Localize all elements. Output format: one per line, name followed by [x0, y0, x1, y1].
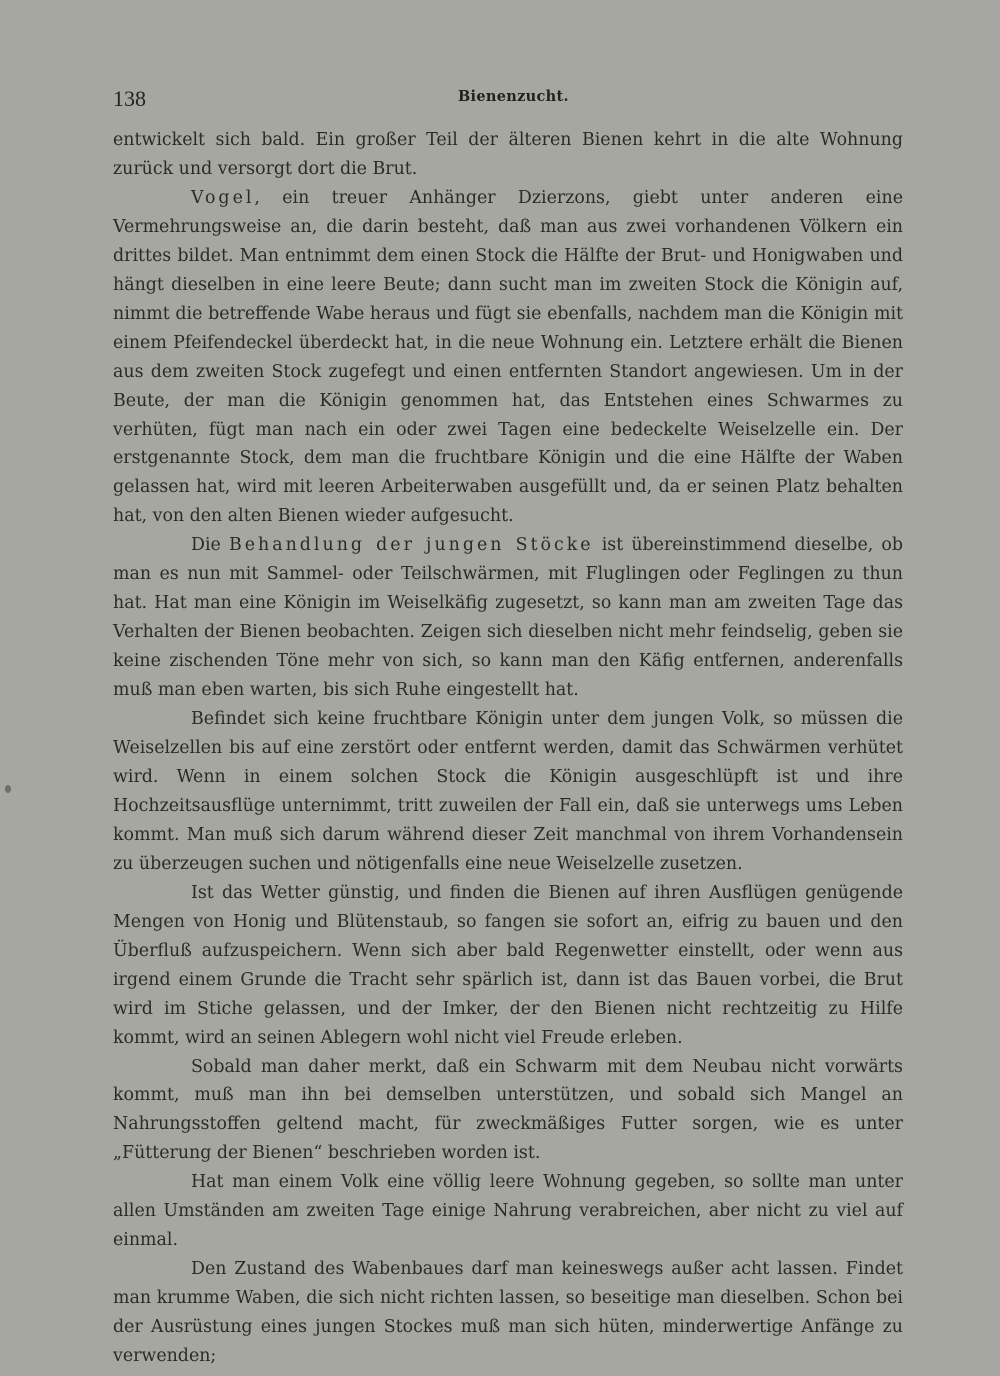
paragraph — [113, 126, 903, 184]
paragraph — [113, 1255, 903, 1371]
emphasized-text: Vogel — [191, 187, 255, 208]
text-run: Ist das Wetter günstig, und finden die Bienen auf ihren Ausflügen genügende Mengen von Honig und Blütenstaub, so fangen sie sofort an, eifrig zu bauen und den Überfluß aufzuspeichern. Wenn sich aber bald Regenwetter einstellt, oder wenn aus irgend einem Grunde die Tracht sehr spärlich ist, dann ist das Bauen vorbei, die Brut wird im Stiche gelassen, und der Imker, der den Bienen nicht rechtzeitig zu Hilfe kommt, wird an seinen Ablegern wohl nicht viel Freude erleben. — [113, 882, 903, 1048]
text-run: , ein treuer Anhänger Dzierzons, giebt unter anderen eine Vermehrungsweise an, die darin besteht, daß man aus zwei vorhandenen Völkern ein drittes bildet. Man entnimmt dem einen Stock die Hälfte der Brut- und Honigwaben und hängt dieselben in eine leere Beute; dann sucht man im zweiten Stock die Königin auf, nimmt die betreffende Wabe heraus und fügt sie ebenfalls, nachdem man die Königin mit einem Pfeifendeckel überdeckt hat, in die neue Wohnung ein. Letztere erhält die Bienen aus dem zweiten Stock zugefegt und einen entfernten Standort angewiesen. Um in der Beute, der man die Königin genommen hat, das Entstehen eines Schwarmes zu verhüten, fügt man nach ein oder zwei Tagen eine bedeckelte Weiselzelle ein. Der erstgenannte Stock, dem man die fruchtbare Königin und die eine Hälfte der Waben gelassen hat, wird mit leeren Arbeiterwaben ausgefüllt und, da er seinen Platz behalten hat, von den alten Bienen wieder aufgesucht. — [113, 187, 903, 527]
paragraph — [113, 1053, 903, 1169]
page-number: 138 — [113, 86, 146, 111]
paragraph — [113, 184, 903, 531]
paper-speck — [5, 785, 11, 793]
text-run: ist übereinstimmend dieselbe, ob man es nun mit Sammel- oder Teilschwärmen, mit Fluglingen oder Feglingen zu thun hat. Hat man eine Königin im Weiselkäfig zugesetzt, so kann man am zweiten Tage das Verhalten der Bienen beobachten. Zeigen sich dieselben nicht mehr feindselig, geben sie keine zischenden Töne mehr von sich, so kann man den Käfig entfernen, anderenfalls muß man eben warten, bis sich Ruhe eingestellt hat. — [113, 535, 904, 701]
text-run: Hat man einem Volk eine völlig leere Wohnung gegeben, so sollte man unter allen Umständen am zweiten Tage einige Nahrung verabreichen, aber nicht zu viel auf einmal. — [113, 1172, 903, 1251]
paragraph — [113, 1168, 903, 1255]
text-run: entwickelt sich bald. Ein großer Teil der älteren Bienen kehrt in die alte Wohnung zurück und versorgt dort die Brut. — [113, 130, 903, 179]
paragraph — [113, 531, 903, 705]
body-text — [113, 126, 903, 1371]
emphasized-text: Behandlung der jungen Stöcke — [228, 535, 594, 556]
running-title: Bienenzucht. — [458, 88, 569, 105]
paragraph — [113, 879, 903, 1053]
text-run: Befindet sich keine fruchtbare Königin unter dem jungen Volk, so müssen die Weiselzellen bis auf eine zerstört oder entfernt werden, damit das Schwärmen verhütet wird. Wenn in einem solchen Stock die Königin ausgeschlüpft ist und ihre Hochzeitsausflüge unternimmt, tritt zuweilen der Fall ein, daß sie unterwegs ums Leben kommt. Man muß sich darum während dieser Zeit manchmal von ihrem Vorhandensein zu überzeugen suchen und nötigenfalls eine neue Weiselzelle zusetzen. — [113, 709, 903, 874]
text-run: Die — [191, 535, 229, 556]
page-header — [113, 86, 903, 116]
paragraph — [113, 705, 903, 879]
text-run: Den Zustand des Wabenbaues darf man keineswegs außer acht lassen. Findet man krumme Waben, die sich nicht richten lassen, so beseitige man dieselben. Schon bei der Ausrüstung eines jungen Stockes muß man sich hüten, minderwertige Anfänge zu verwenden; — [113, 1259, 903, 1367]
text-run: Sobald man daher merkt, daß ein Schwarm mit dem Neubau nicht vorwärts kommt, muß man ihn bei demselben unterstützen, und sobald sich Mangel an Nahrungsstoffen geltend macht, für zweckmäßiges Futter sorgen, wie es unter „Fütterung der Bienen“ beschrieben worden ist. — [113, 1056, 903, 1164]
